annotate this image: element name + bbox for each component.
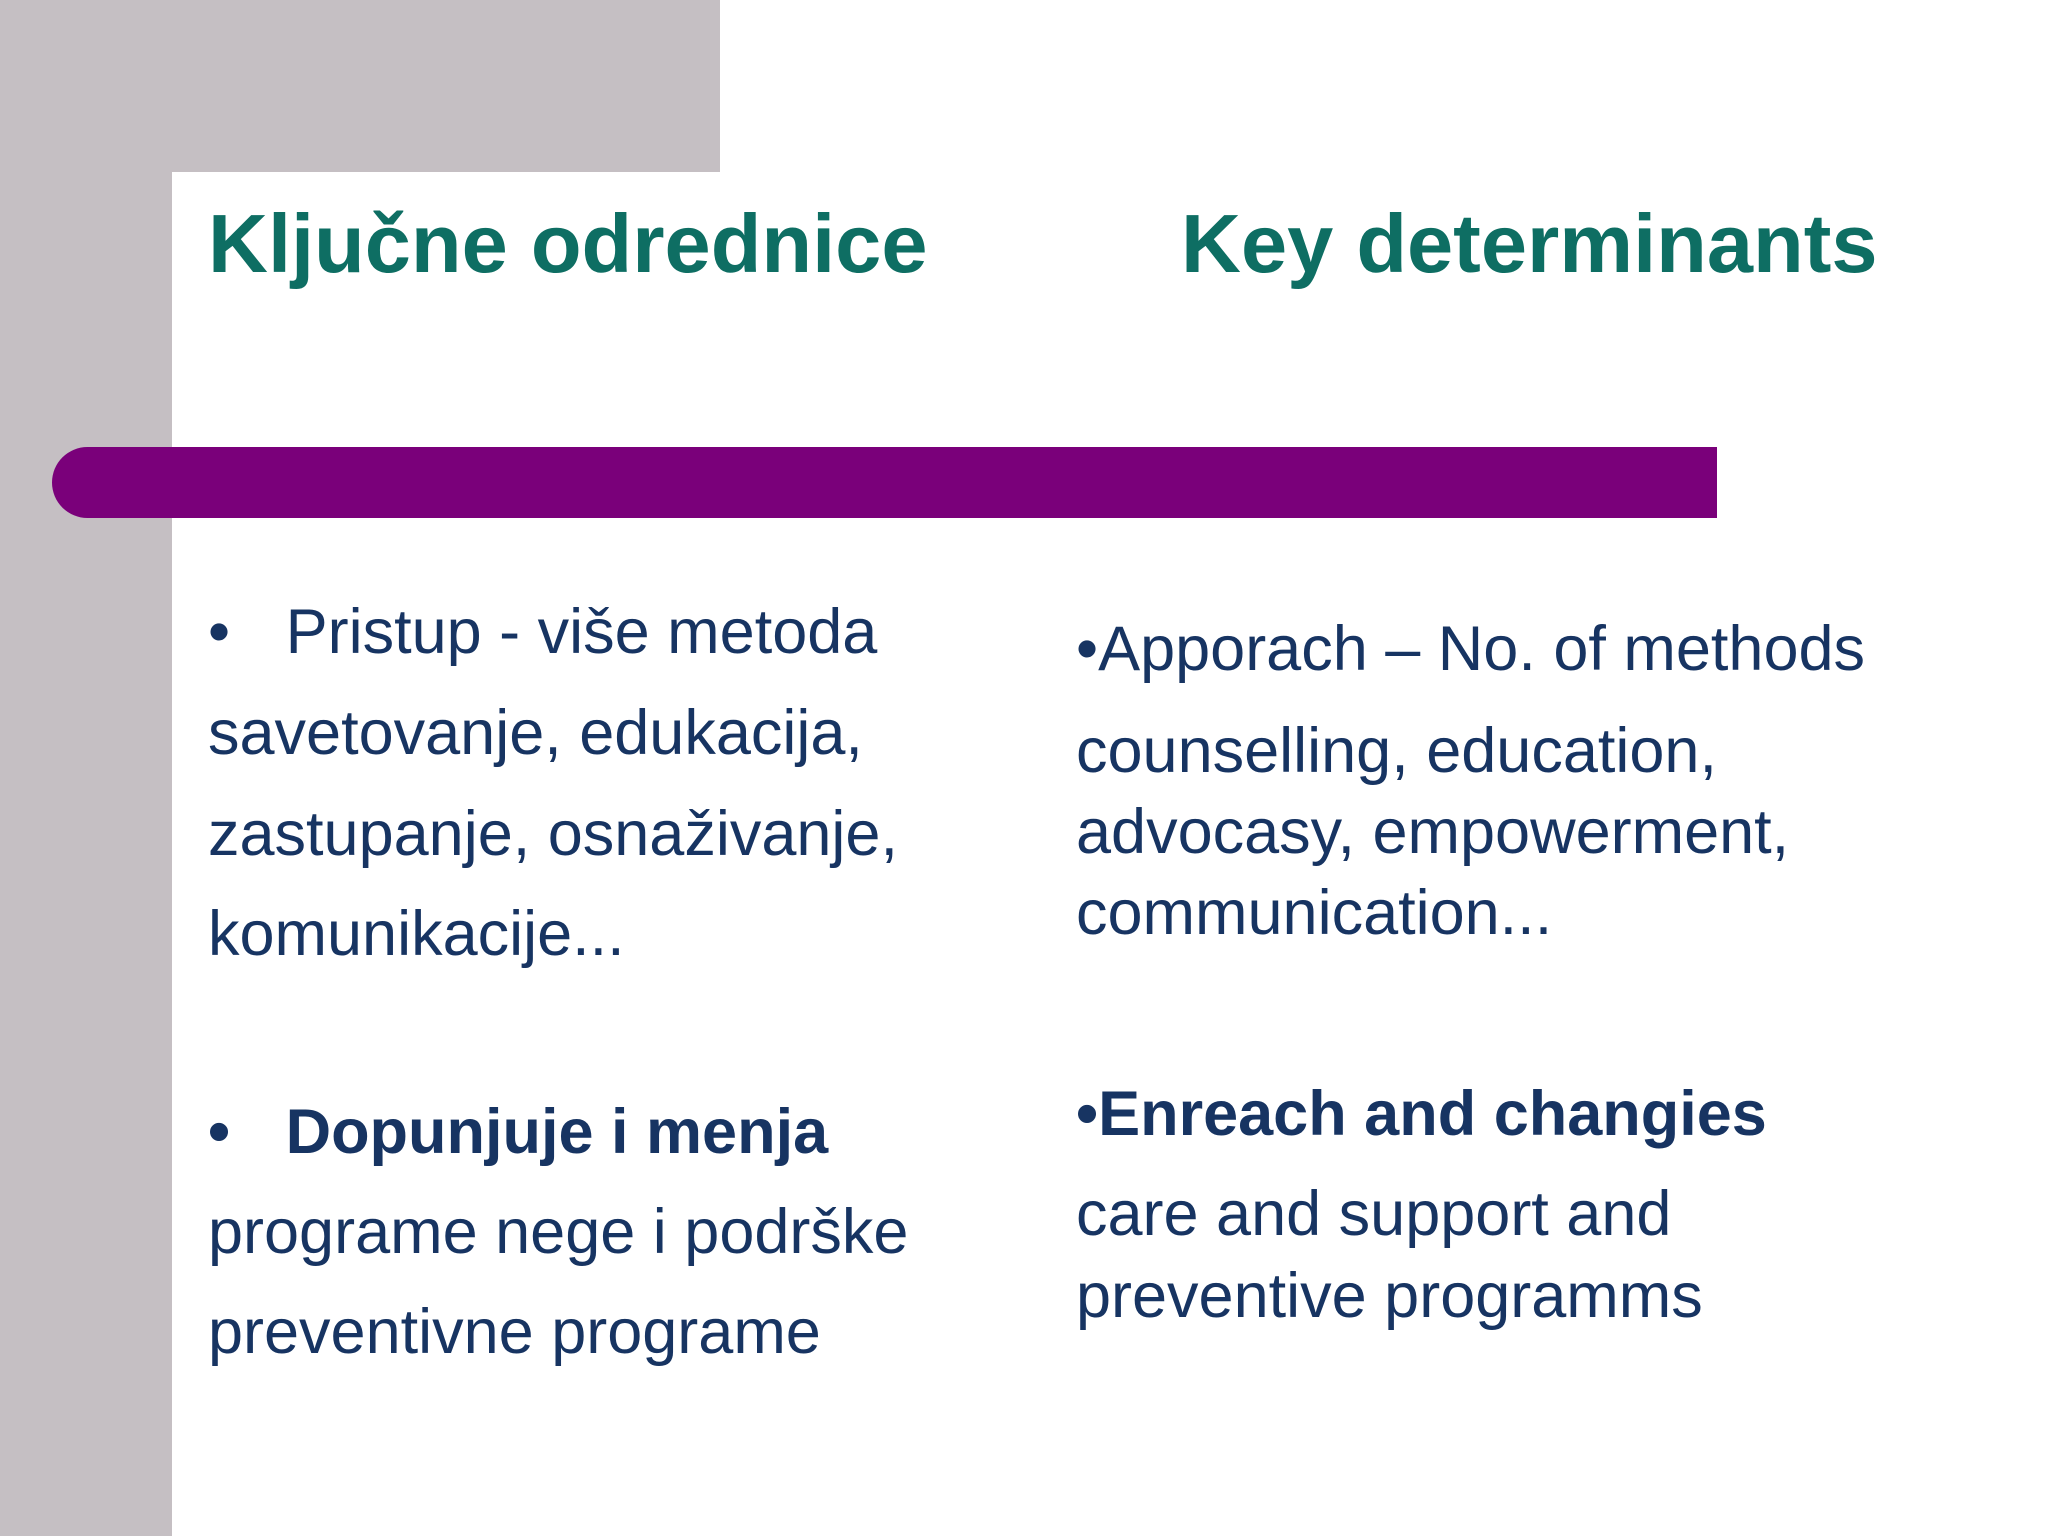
left-item-1-line-3: komunikacije...	[208, 899, 625, 969]
right-item-1-heading-line	[1076, 614, 1865, 684]
left-item-2-line-1: programe nege i podrške	[208, 1197, 909, 1267]
left-item-2-heading: Dopunjuje i menja	[285, 1097, 829, 1167]
right-item-2-heading: Enreach and changies	[1098, 1079, 1767, 1149]
bullet-icon: •	[208, 1097, 231, 1167]
right-item-1-heading: Apporach – No. of methods	[1098, 614, 1866, 684]
bullet-icon: •	[1076, 614, 1099, 684]
left-item-1-heading-line	[208, 597, 877, 667]
right-item-1-line-2: advocasy, empowerment,	[1076, 797, 1790, 867]
bullet-icon: •	[1076, 1079, 1099, 1149]
left-item-1-line-2: zastupanje, osnaživanje,	[208, 799, 898, 869]
purple-divider-bar	[52, 447, 1717, 518]
left-item-2-heading-line	[208, 1097, 828, 1167]
left-item-1-heading: Pristup - više metoda	[285, 597, 878, 667]
left-item-2-line-2: preventivne programe	[208, 1297, 821, 1367]
right-item-2-line-2: preventive programms	[1076, 1261, 1703, 1331]
bullet-icon: •	[208, 597, 231, 667]
right-item-1-line-3: communication...	[1076, 878, 1553, 948]
title-english: Key determinants	[1181, 197, 1878, 290]
right-item-2-line-1: care and support and	[1076, 1179, 1672, 1249]
left-item-1-line-1: savetovanje, edukacija,	[208, 698, 863, 768]
title-serbian: Ključne odrednice	[208, 197, 928, 290]
gray-panel-left	[0, 0, 172, 1536]
right-item-1-line-1: counselling, education,	[1076, 716, 1717, 786]
right-item-2-heading-line	[1076, 1079, 1767, 1149]
